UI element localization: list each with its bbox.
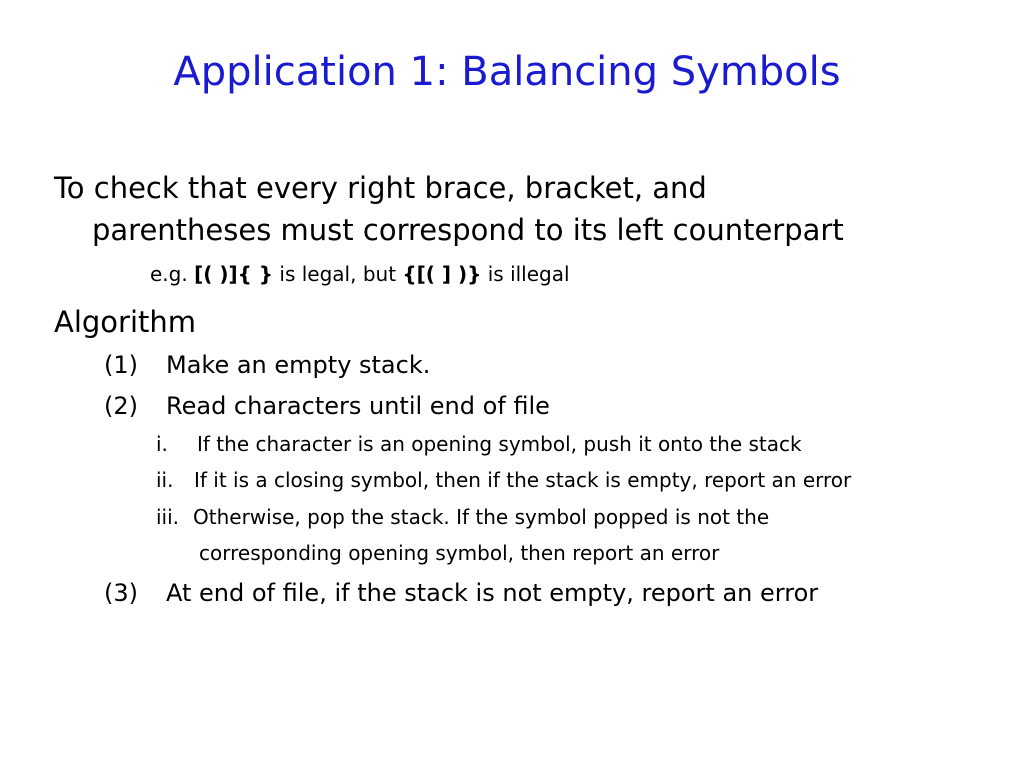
substep-ii-text: If it is a closing symbol, then if the stack is empty, report an error (194, 468, 852, 492)
step-2-number: (2) (104, 392, 138, 420)
substep-ii-number: ii. (156, 468, 174, 492)
intro-line-1: To check that every right brace, bracket, and (54, 171, 707, 205)
example-prefix: e.g. (150, 262, 195, 286)
intro-line-2: parentheses must correspond to its left counterpart (92, 213, 844, 247)
example-suffix: is illegal (481, 262, 570, 286)
algorithm-heading: Algorithm (54, 305, 197, 339)
step-3-number: (3) (104, 579, 138, 607)
substep-iii-continuation: corresponding opening symbol, then report an error (199, 541, 720, 565)
example-middle: is legal, but (273, 262, 403, 286)
step-3-text: At end of file, if the stack is not empty, report an error (166, 579, 819, 607)
illegal-expression: {[( ] )} (402, 262, 482, 286)
legal-expression: [( )]{ } (194, 262, 274, 286)
substep-iii-text: Otherwise, pop the stack. If the symbol popped is not the (193, 505, 770, 529)
substep-iii-number: iii. (156, 505, 180, 529)
substep-i-text: If the character is an opening symbol, push it onto the stack (197, 432, 802, 456)
slide-title: Application 1: Balancing Symbols (173, 49, 841, 95)
step-2-text: Read characters until end of file (166, 392, 550, 420)
step-1-number: (1) (104, 351, 138, 379)
example-line (150, 261, 570, 287)
substep-i-number: i. (156, 432, 168, 456)
step-1-text: Make an empty stack. (166, 351, 431, 379)
